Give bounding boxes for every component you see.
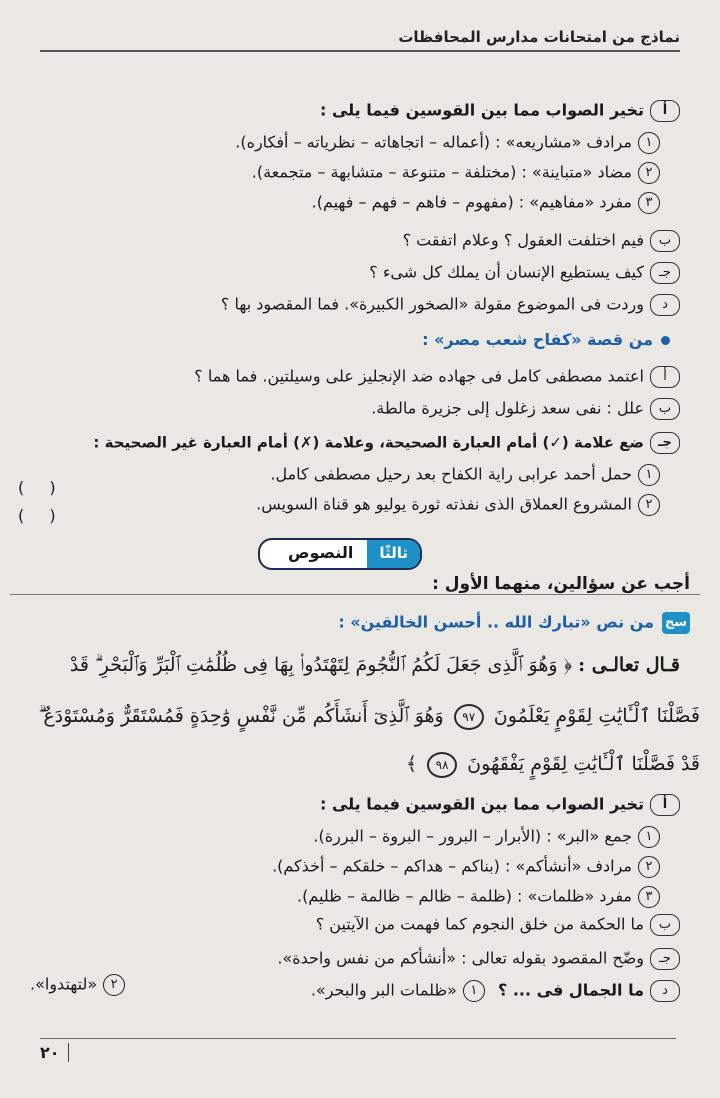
texts-a2-text: مرادف «أنشأكم» : (بناكم – هداكم – خلقكم – أخذكم). (272, 856, 632, 876)
story-c (93, 432, 680, 454)
quran-text-3: قَدْ فَصَّلْنَا ٱلْـَٔايَٰتِ لِقَوْمٍ يَفْقَهُونَ (467, 753, 700, 775)
label-c: جـ (650, 262, 680, 284)
num-2: ٢ (638, 856, 660, 878)
quran-text-2b: وَهُوَ ٱلَّذِىٓ أَنشَأَكُم مِّن نَّفْسٍ وَٰحِدَةٍ فَمُسْتَقَرٌّ وَمُسْتَوْدَعٌ ۗ (38, 705, 444, 727)
q1-a3 (312, 192, 660, 214)
page-footer (40, 1038, 676, 1062)
story-a-text: اعتمد مصطفى كامل فى جهاده ضد الإنجليز على وسيلتين. فما هما ؟ (194, 366, 644, 386)
q1-a1-text: مرادف «مشاريعه» : (أعماله – اتجاهاته – نظرياته – أفكاره). (235, 132, 632, 152)
quran-line-1 (70, 654, 680, 676)
texts-a (320, 794, 680, 816)
texts-a3 (297, 886, 660, 908)
qr-icon: سج (662, 612, 690, 634)
q1-b (403, 230, 680, 252)
section-title: النصوص (274, 540, 367, 568)
story-c1 (270, 464, 660, 486)
label-b: ب (650, 914, 680, 936)
story-heading-text: من قصة «كفاح شعب مصر» : (422, 330, 653, 349)
quran-line-2 (39, 704, 700, 730)
num-1: ١ (463, 980, 485, 1002)
q1-a (320, 100, 680, 122)
texts-c (277, 948, 680, 970)
num-2: ٢ (638, 494, 660, 516)
text-source (338, 612, 690, 634)
label-a: أ (650, 794, 680, 816)
texts-b-text: ما الحكمة من خلق النجوم كما فهمت من الآيتين ؟ (315, 914, 644, 934)
q1-b-text: فيم اختلفت العقول ؟ وعلام اتفقت ؟ (402, 230, 644, 250)
ayah-number-97: ٩٧ (454, 704, 484, 730)
q1-a2 (252, 162, 660, 184)
answer-blank-1[interactable]: ( ) (18, 478, 66, 497)
texts-a1 (313, 826, 660, 848)
quran-end: ﴾ (405, 753, 418, 775)
bullet-icon (661, 336, 670, 345)
section-number: ثالثًا (367, 540, 420, 568)
q1-d (221, 294, 680, 316)
source-text: من نص «تبارك الله .. أحسن الخالقين» : (338, 612, 654, 632)
label-a: أ (650, 100, 680, 122)
quran-text-1: ﴿ وَهُوَ ٱلَّذِى جَعَلَ لَكُمُ ٱلنُّجُومَ لِتَهْتَدُوا۟ بِهَا فِى ظُلُمَٰتِ ٱلْبَرِّ وَٱلْبَحْرِ ۗ قَدْ (69, 654, 573, 676)
q1-a3-text: مفرد «مفاهيم» : (مفهوم – فاهم – فهم – فهيم). (311, 192, 632, 212)
q1-c (369, 262, 680, 284)
q1-d-text: وردت فى الموضوع مقولة «الصخور الكبيرة». فما المقصود بها ؟ (220, 294, 644, 314)
label-c: جـ (650, 948, 680, 970)
label-b: ب (650, 230, 680, 252)
texts-c-text: وضّح المقصود بقوله تعالى : «أنشأكم من نفس واحدة». (277, 948, 644, 968)
page-header: نماذج من امتحانات مدارس المحافظات (40, 28, 680, 52)
story-c1-text: حمل أحمد عرابى راية الكفاح بعد رحيل مصطفى كامل. (270, 464, 632, 484)
quran-line-3 (406, 752, 700, 778)
texts-d (311, 980, 680, 1002)
label-b: ب (650, 398, 680, 420)
label-c: جـ (650, 432, 680, 454)
story-c2 (256, 494, 660, 516)
story-c-text: ضع علامة (✓) أمام العبارة الصحيحة، وعلامة (✗) أمام العبارة غير الصحيحة : (93, 433, 644, 452)
texts-d-opt2-text: «لتهتدوا». (30, 974, 98, 994)
story-c2-text: المشروع العملاق الذى نفذته ثورة يوليو هو قناة السويس. (256, 494, 632, 514)
texts-a3-text: مفرد «ظلمات» : (ظلمة – ظالم – ظالمة – ظليم). (297, 886, 632, 906)
num-3: ٣ (638, 192, 660, 214)
page-number: ٢٠ (40, 1043, 69, 1062)
q1-c-text: كيف يستطيع الإنسان أن يملك كل شىء ؟ (369, 262, 644, 282)
texts-a1-text: جمع «البر» : (الأبرار – البرور – البروة – البررة). (313, 826, 632, 846)
section-badge (258, 538, 422, 570)
story-a (194, 366, 680, 388)
divider (10, 594, 700, 595)
texts-a2 (272, 856, 660, 878)
label-d: د (650, 980, 680, 1002)
num-1: ١ (638, 464, 660, 486)
story-heading (422, 330, 670, 349)
texts-d-text: ما الجمال فى ... ؟ (497, 980, 644, 1000)
q1-a1 (235, 132, 660, 154)
texts-instruction: أجب عن سؤالين، منهما الأول : (432, 574, 690, 594)
num-3: ٣ (638, 886, 660, 908)
num-2: ٢ (638, 162, 660, 184)
quran-text-2: فَصَّلْنَا ٱلْـَٔايَٰتِ لِقَوْمٍ يَعْلَمُونَ (493, 705, 700, 727)
quran-intro: قـال تعالـى : (578, 654, 680, 676)
label-a: أ (650, 366, 680, 388)
story-b-text: علل : نفى سعد زغلول إلى جزيرة مالطة. (371, 398, 644, 418)
texts-d-opt1: «ظلمات البر والبحر». (310, 980, 457, 1000)
num-1: ١ (638, 826, 660, 848)
num-1: ١ (638, 132, 660, 154)
q1-a2-text: مضاد «متباينة» : (مختلفة – متنوعة – متشابهة – متجمعة). (251, 162, 632, 182)
texts-d-opt2 (30, 974, 125, 996)
num-2: ٢ (103, 974, 125, 996)
ayah-number-98: ٩٨ (427, 752, 457, 778)
label-d: د (650, 294, 680, 316)
texts-a-text: تخير الصواب مما بين القوسين فيما يلى : (319, 794, 644, 814)
answer-blank-2[interactable]: ( ) (18, 506, 66, 525)
story-b (371, 398, 680, 420)
texts-b (316, 914, 680, 936)
q1-a-text: تخير الصواب مما بين القوسين فيما يلى : (319, 100, 644, 120)
